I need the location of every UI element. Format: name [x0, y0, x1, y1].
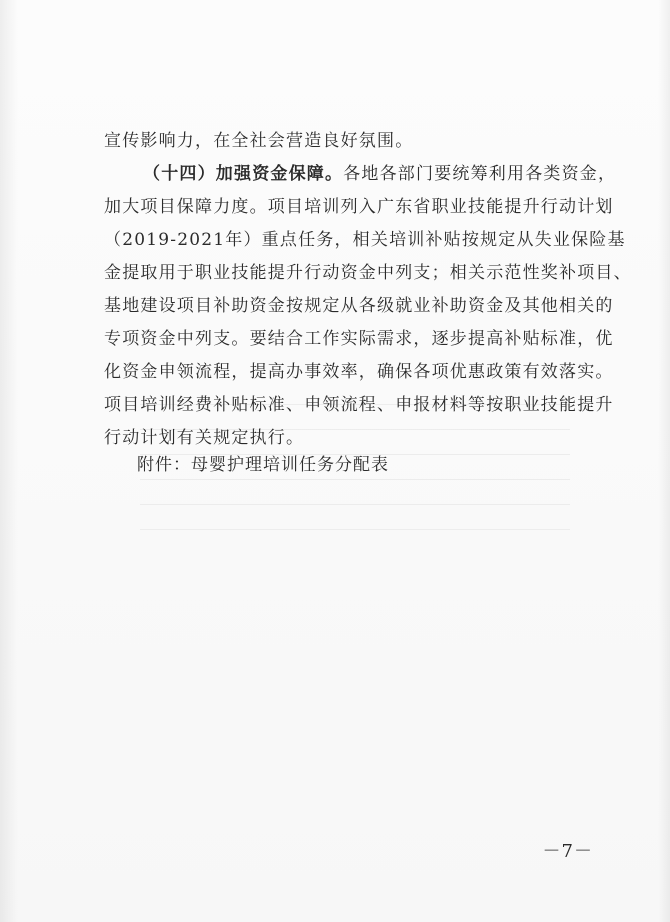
page-edge-shadow-right	[658, 0, 670, 922]
section-heading: （十四）加强资金保障。	[143, 164, 344, 184]
section-line-1: 加大项目保障力度。项目培训列入广东省职业技能提升行动计划	[104, 197, 614, 217]
attachment-label: 附件：母婴护理培训任务分配表	[137, 455, 389, 475]
paragraph-intro-line: 宣传影响力，在全社会营造良好氛围。	[104, 131, 414, 151]
section-line-0: 各地各部门要统筹利用各类资金，	[343, 164, 617, 184]
section-line-7: 项目培训经费补贴标准、申领流程、申报材料等按职业技能提升	[104, 395, 614, 415]
section-line-2: （2019-2021年）重点任务，相关培训补贴按规定从失业保险基	[104, 230, 626, 250]
section-line-3: 金提取用于职业技能提升行动资金中列支；相关示范性奖补项目、	[104, 263, 632, 283]
section-line-6: 化资金申领流程，提高办事效率，确保各项优惠政策有效落实。	[104, 362, 614, 382]
section-line-4: 基地建设项目补助资金按规定从各级就业补助资金及其他相关的	[104, 296, 614, 316]
section-line-5: 专项资金中列支。要结合工作实际需求，逐步提高补贴标准，优	[104, 329, 614, 349]
page-edge-shadow-left	[0, 0, 18, 922]
page-number: －7－	[542, 841, 593, 862]
section-line-8: 行动计划有关规定执行。	[104, 428, 305, 448]
section-heading-line	[143, 166, 616, 183]
